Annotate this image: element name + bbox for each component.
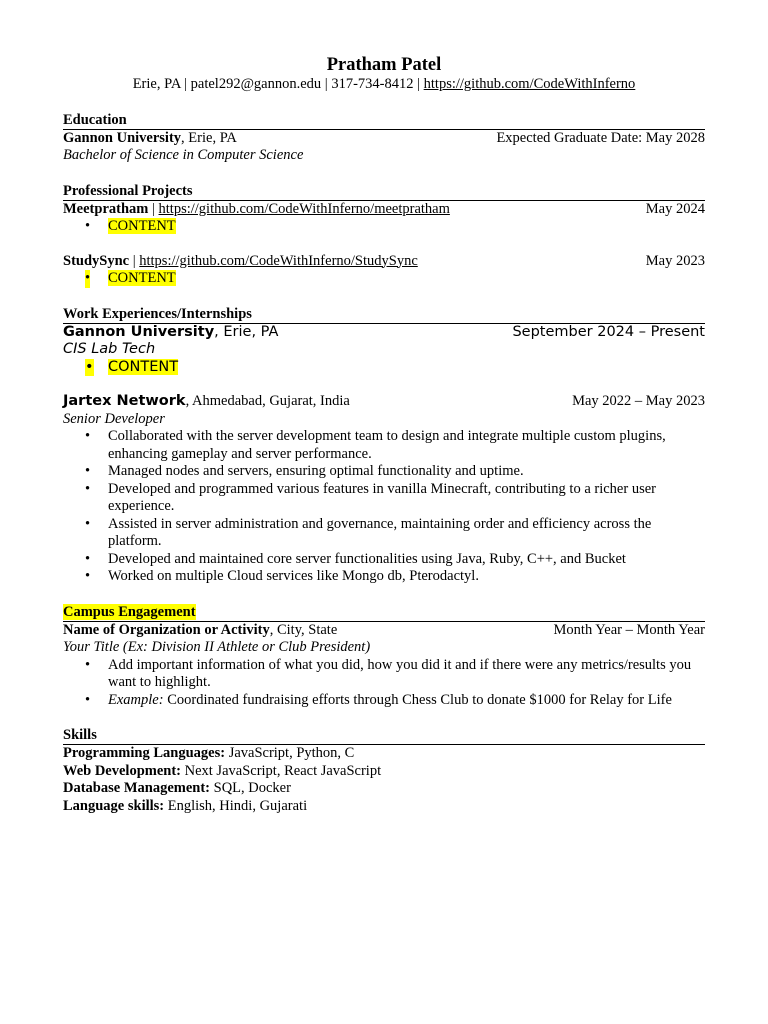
skill-value: JavaScript, Python, C — [225, 745, 355, 761]
project-bullets — [63, 270, 705, 288]
separator: | — [148, 200, 159, 217]
bullet-text: Managed nodes and servers, ensuring optimal functionality and uptime. — [108, 463, 524, 479]
bullet-text: Assisted in server administration and governance, maintaining order and efficiency across the platform. — [108, 515, 652, 549]
job-role: CIS Lab Tech — [63, 341, 156, 357]
skills-section — [63, 727, 705, 815]
bullet-text: Collaborated with the server development team to design and integrate multiple custom plugins, enhancing gameplay and server performance. — [108, 428, 666, 462]
bullet-text: CONTENT — [108, 358, 179, 375]
list-item — [63, 270, 705, 288]
bullet-icon: • — [85, 568, 91, 584]
bullet-text: CONTENT — [108, 270, 176, 286]
project-entry — [63, 201, 705, 236]
bullet-text: Developed and programmed various features in vanilla Minecraft, contributing to a richer user experience. — [108, 480, 656, 514]
bullet-icon: • — [85, 428, 91, 444]
education-heading: Education — [63, 112, 705, 130]
bullet-icon: • — [85, 691, 91, 708]
job-row — [63, 324, 705, 342]
campus-section — [63, 604, 705, 710]
campus-heading-text: Campus Engagement — [63, 603, 196, 620]
degree: Bachelor of Science in Computer Science — [63, 147, 304, 163]
resume-page — [63, 54, 705, 815]
project-bullets — [63, 218, 705, 236]
list-item — [63, 692, 705, 710]
skill-row — [63, 798, 705, 816]
skill-row — [63, 763, 705, 781]
project-row — [63, 253, 705, 271]
projects-section — [63, 183, 705, 288]
skill-label: Database Management: — [63, 780, 210, 796]
contact-line — [63, 76, 705, 94]
project-row — [63, 201, 705, 219]
list-item — [63, 568, 705, 586]
job-date: May 2022 – May 2023 — [572, 393, 705, 409]
education-row — [63, 130, 705, 148]
work-section — [63, 306, 705, 586]
bullet-icon: • — [85, 270, 91, 286]
skill-label: Programming Languages: — [63, 745, 226, 761]
project-date: May 2023 — [645, 252, 705, 269]
graduation-date: Expected Graduate Date: May 2028 — [496, 129, 705, 146]
projects-heading: Professional Projects — [63, 183, 705, 201]
list-item — [63, 551, 705, 569]
bullet-text: Worked on multiple Cloud services like Mongo db, Pterodactyl. — [108, 568, 479, 584]
job-bullets — [63, 428, 705, 586]
campus-date: Month Year – Month Year — [553, 621, 705, 638]
skill-value: SQL, Docker — [210, 780, 291, 796]
job-bullets — [63, 359, 705, 377]
list-item — [63, 657, 705, 692]
list-item — [63, 463, 705, 481]
bullet-text: Coordinated fundraising efforts through Chess Club to donate $1000 for Relay for Life — [163, 691, 672, 708]
campus-bullets — [63, 657, 705, 710]
job-location: , Ahmedabad, Gujarat, India — [185, 393, 350, 409]
campus-heading — [63, 604, 705, 622]
bullet-icon: • — [85, 463, 91, 479]
school-name: Gannon University — [63, 129, 182, 146]
job-row — [63, 393, 705, 411]
separator: | — [129, 252, 140, 269]
skill-label: Web Development: — [63, 762, 181, 779]
list-item — [63, 359, 705, 377]
skill-label: Language skills: — [63, 797, 165, 814]
campus-row — [63, 622, 705, 640]
project-date: May 2024 — [645, 200, 705, 217]
project-name: Meetpratham — [63, 200, 149, 217]
bullet-icon: • — [85, 515, 91, 532]
skills-heading: Skills — [63, 727, 705, 745]
list-item — [63, 516, 705, 551]
job-location: , Erie, PA — [214, 323, 279, 340]
bullet-icon: • — [85, 218, 91, 234]
candidate-name: Pratham Patel — [326, 55, 442, 75]
bullet-icon: • — [85, 656, 91, 673]
github-link[interactable]: https://github.com/CodeWithInferno — [423, 76, 636, 92]
job-role: Senior Developer — [63, 410, 165, 427]
contact-details: Erie, PA | patel292@gannon.edu | 317-734-8412 | — [132, 76, 424, 92]
bullet-icon: • — [85, 358, 94, 375]
project-link[interactable]: https://github.com/CodeWithInferno/meetpratham — [158, 200, 450, 217]
list-item — [63, 218, 705, 236]
bullet-text: Developed and maintained core server functionalities using Java, Ruby, C++, and Bucket — [108, 550, 626, 567]
campus-role: Your Title (Ex: Division II Athlete or Club President) — [63, 639, 371, 655]
job-entry — [63, 324, 705, 377]
bullet-text: Add important information of what you did, how you did it and if there were any metrics/results you want to highlight. — [108, 656, 692, 690]
project-name: StudySync — [63, 252, 130, 269]
example-label: Example: — [108, 691, 164, 708]
school-location: , Erie, PA — [181, 129, 237, 146]
job-entry — [63, 393, 705, 586]
campus-location: , City, State — [269, 621, 338, 638]
bullet-icon: • — [85, 550, 91, 567]
skill-row — [63, 745, 705, 763]
campus-org: Name of Organization or Activity — [63, 621, 270, 638]
list-item — [63, 428, 705, 463]
list-item — [63, 481, 705, 516]
bullet-icon: • — [85, 480, 91, 497]
education-section — [63, 112, 705, 165]
skill-row — [63, 780, 705, 798]
job-org: Gannon University — [63, 323, 215, 340]
job-org: Jartex Network — [63, 393, 186, 409]
skill-value: English, Hindi, Gujarati — [164, 797, 308, 814]
project-entry — [63, 253, 705, 288]
work-heading: Work Experiences/Internships — [63, 306, 705, 324]
bullet-text: CONTENT — [108, 218, 176, 234]
skill-value: Next JavaScript, React JavaScript — [181, 762, 382, 779]
project-link[interactable]: https://github.com/CodeWithInferno/StudySync — [139, 252, 418, 269]
job-date: September 2024 – Present — [512, 323, 705, 340]
